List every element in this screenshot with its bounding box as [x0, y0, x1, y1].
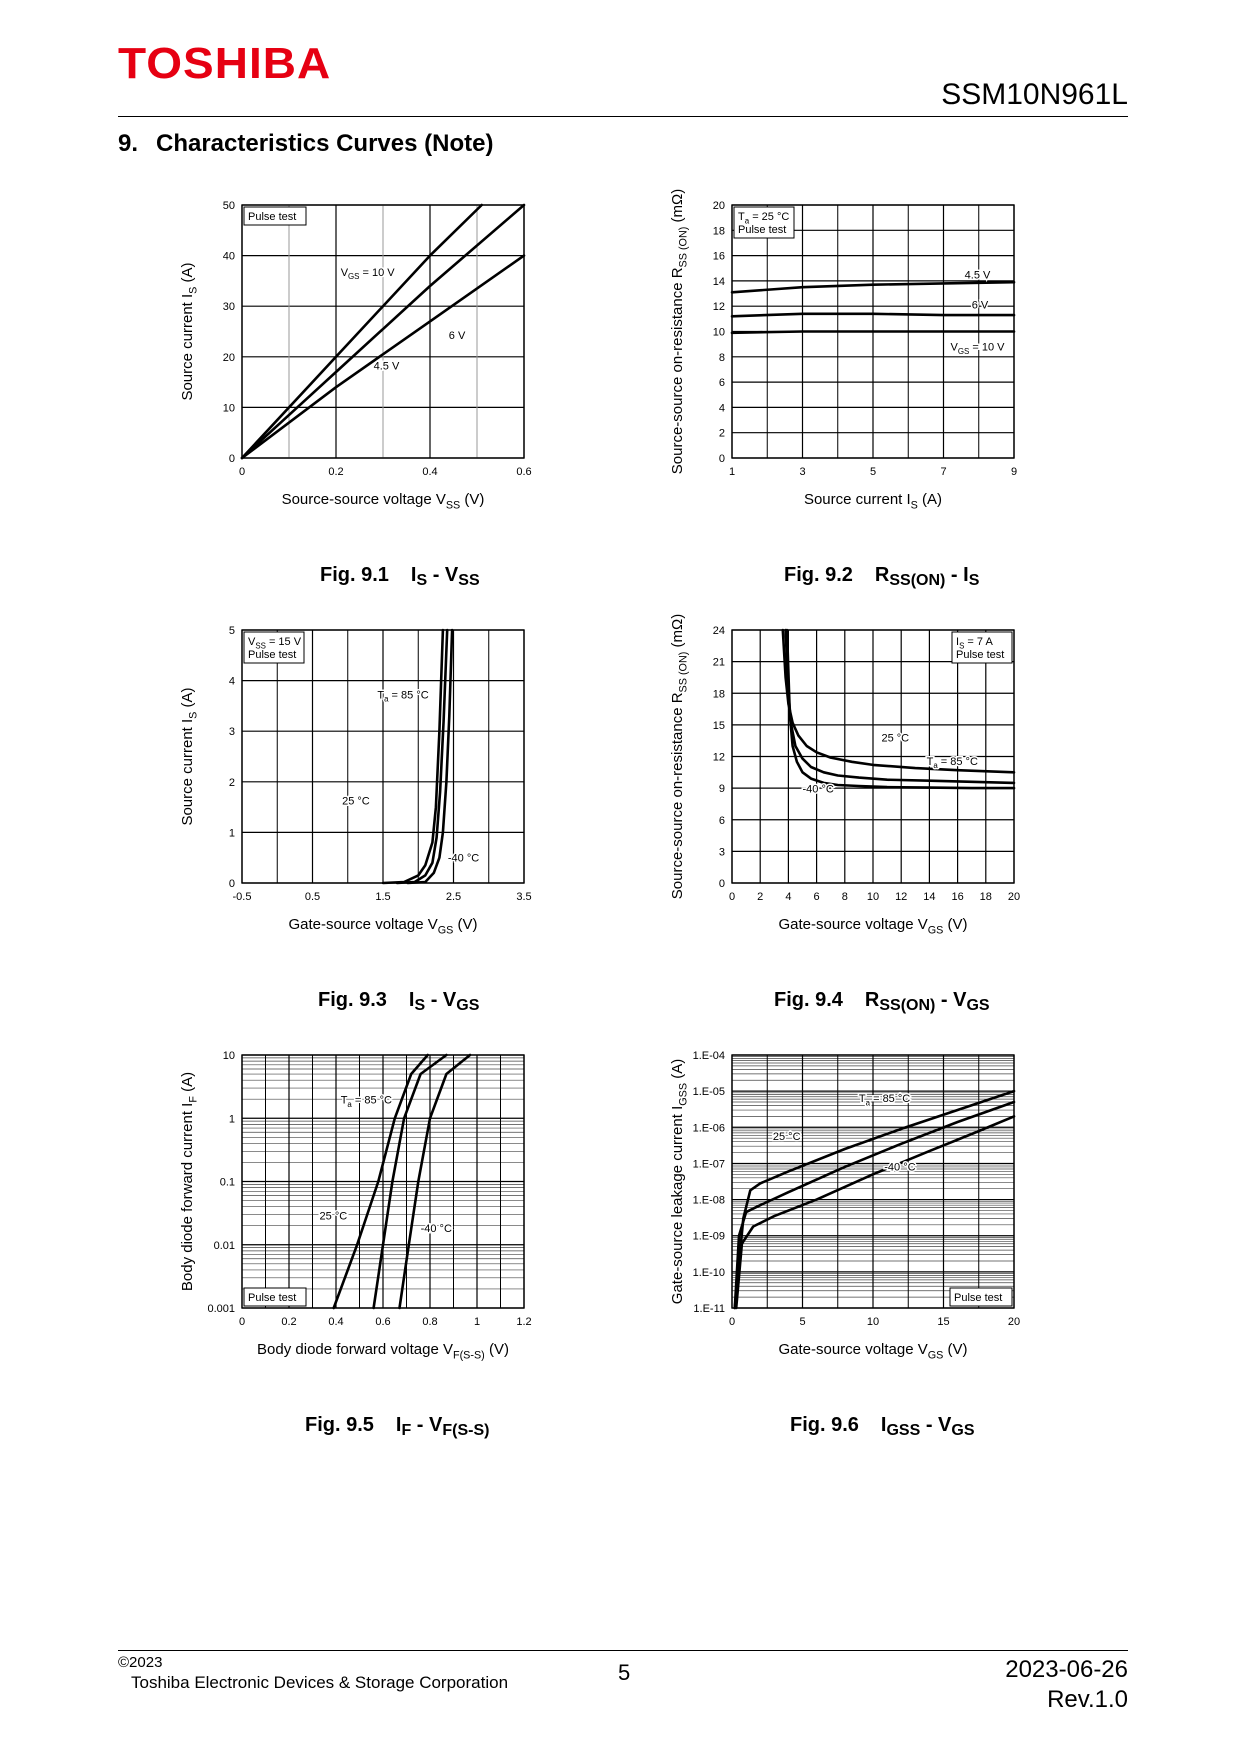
y-tick-label: 0.01 — [213, 1239, 235, 1252]
y-tick-label: 21 — [712, 656, 725, 669]
x-tick-label: 2.5 — [445, 891, 462, 903]
legend-text: Pulse test — [248, 649, 297, 661]
caption-fig-number: Fig. 9.2 — [784, 564, 853, 586]
y-axis-title: Source current $I_S$ (A) — [179, 687, 200, 826]
annotation-label: $V_{GS} = 10$ V — [340, 266, 395, 282]
y-tick-label: 10 — [222, 1050, 235, 1062]
footer-revision: Rev.1.0 — [1047, 1686, 1128, 1713]
caption-symbol: I — [410, 564, 417, 586]
y-tick-label: 9 — [718, 783, 725, 796]
x-tick-label: 15 — [937, 1316, 950, 1328]
y-axis-title: Source-source on-resistance $R_{SS (ON)}$ (mΩ) — [669, 613, 690, 900]
caption-subscript: GS — [456, 997, 480, 1014]
x-tick-label: 18 — [979, 891, 992, 903]
caption-symbol: I — [408, 989, 415, 1011]
annotation-label: 25 °C — [319, 1210, 348, 1223]
x-tick-label: -0.5 — [232, 891, 252, 903]
y-tick-label: 6 — [718, 814, 725, 827]
legend-text: $I_S = 7$ A — [956, 636, 993, 651]
series-line — [736, 1116, 1014, 1308]
caption-symbol: V — [444, 564, 459, 586]
y-axis-title: Source-source on-resistance $R_{SS (ON)}$ (mΩ) — [669, 188, 690, 475]
y-tick-label: 1.E-06 — [692, 1122, 725, 1135]
grid — [242, 1055, 524, 1308]
footer-copyright: ©2023 — [118, 1654, 163, 1671]
x-tick-label: 12 — [895, 891, 908, 903]
caption-symbol: I — [880, 1414, 887, 1436]
x-tick-label: 0.5 — [304, 891, 321, 903]
caption-9-2 — [784, 564, 979, 590]
caption-fig-number: Fig. 9.5 — [305, 1414, 374, 1436]
legend-text: Pulse test — [248, 1292, 297, 1304]
figure-9-1 — [162, 185, 612, 570]
x-axis-title: Gate-source voltage $V_{GS}$ (V) — [778, 916, 968, 937]
annotation-label: 6 V — [448, 330, 466, 343]
y-tick-label: 0.001 — [207, 1303, 235, 1315]
x-tick-label: 0.8 — [422, 1316, 438, 1328]
caption-separator: - — [411, 1414, 430, 1436]
section-title-text: Characteristics Curves (Note) — [156, 130, 494, 157]
caption-9-5 — [305, 1414, 489, 1440]
x-tick-label: 8 — [841, 891, 848, 903]
x-tick-label: 1 — [473, 1316, 481, 1328]
x-tick-label: 3 — [799, 466, 806, 478]
annotation-label: $T_a = 85$ °C — [858, 1093, 911, 1108]
annotation-label: -40 °C — [447, 852, 480, 865]
x-tick-label: 5 — [869, 466, 877, 478]
y-tick-label: 30 — [222, 301, 235, 314]
y-tick-label: 10 — [222, 402, 235, 415]
y-tick-label: 6 — [718, 377, 725, 390]
x-tick-label: 1.5 — [375, 891, 391, 903]
x-tick-label: 0.6 — [516, 466, 532, 478]
annotation-label: -40 °C — [802, 783, 834, 796]
y-tick-label: 0 — [718, 453, 725, 465]
y-tick-label: 1 — [228, 827, 235, 840]
figure-9-3 — [162, 610, 612, 995]
chart-is-vgs — [162, 610, 612, 990]
annotation-label: $T_a = 85$ °C — [926, 755, 978, 771]
page-number: 5 — [618, 1660, 631, 1685]
annotation-label: 4.5 V — [964, 269, 991, 282]
y-tick-label: 3 — [228, 726, 235, 739]
y-tick-label: 4 — [228, 675, 235, 688]
x-tick-label: 0 — [728, 1316, 736, 1328]
caption-separator: - — [920, 1414, 939, 1436]
y-tick-label: 1.E-08 — [692, 1194, 725, 1207]
footer-date: 2023-06-26 — [1005, 1656, 1128, 1683]
x-tick-label: 14 — [923, 891, 936, 903]
x-tick-label: 3.5 — [516, 891, 532, 903]
annotation-label: $T_a = 85$ °C — [377, 689, 429, 704]
annotation-label: 25 °C — [772, 1130, 801, 1143]
y-tick-label: 1.E-05 — [692, 1086, 725, 1099]
legend-text: Pulse test — [956, 649, 1005, 661]
y-tick-label: 18 — [712, 688, 725, 701]
y-tick-label: 4 — [718, 402, 725, 415]
x-tick-label: 16 — [951, 891, 964, 903]
caption-subscript: GSS — [886, 1422, 921, 1439]
x-axis-title: Body diode forward voltage $V_{F(S-S)}$ (V) — [257, 1341, 509, 1362]
x-tick-label: 1.2 — [516, 1316, 532, 1328]
part-number: SSM10N961L — [941, 78, 1128, 111]
annotation-label: -40 °C — [884, 1161, 916, 1174]
figure-9-5 — [162, 1035, 612, 1420]
caption-9-4 — [774, 989, 990, 1015]
chart-rsson-is — [652, 185, 1102, 565]
y-tick-label: 1.E-10 — [692, 1266, 725, 1279]
annotation-label: 6 V — [971, 299, 989, 312]
series-group — [383, 630, 452, 883]
y-tick-label: 20 — [222, 351, 235, 364]
x-tick-label: 10 — [866, 891, 880, 903]
y-tick-label: 24 — [712, 625, 725, 637]
caption-separator: - — [425, 989, 443, 1011]
x-tick-label: 20 — [1007, 891, 1021, 903]
y-tick-label: 12 — [712, 301, 725, 314]
x-axis-title: Source-source voltage $V_{SS}$ (V) — [281, 491, 485, 512]
x-tick-label: 1 — [728, 466, 736, 478]
y-tick-label: 15 — [712, 719, 725, 732]
chart-rsson-vgs — [652, 610, 1102, 990]
caption-separator: - — [935, 989, 954, 1011]
legend-text: $V_{SS} = 15$ V — [248, 636, 302, 651]
caption-separator: - — [427, 564, 445, 586]
x-tick-label: 10 — [866, 1316, 880, 1328]
caption-fig-number: Fig. 9.6 — [790, 1414, 859, 1436]
y-tick-label: 40 — [222, 250, 235, 263]
y-tick-label: 8 — [718, 351, 725, 364]
caption-symbol: I — [963, 564, 969, 586]
caption-fig-number: Fig. 9.1 — [320, 564, 389, 586]
x-tick-label: 7 — [940, 466, 947, 478]
annotation-label: 25 °C — [881, 732, 910, 745]
legend-text: Pulse test — [248, 211, 297, 223]
y-tick-label: 0 — [228, 453, 235, 465]
caption-9-1 — [320, 564, 480, 590]
header-rule — [118, 116, 1128, 117]
x-tick-label: 0.6 — [375, 1316, 391, 1328]
caption-symbol: V — [429, 1414, 443, 1436]
y-tick-label: 20 — [712, 200, 725, 212]
x-axis-title: Gate-source voltage $V_{GS}$ (V) — [288, 916, 478, 937]
caption-subscript: SS(ON) — [889, 572, 946, 589]
caption-subscript: GS — [951, 1422, 975, 1439]
y-tick-label: 14 — [712, 275, 725, 288]
caption-subscript: F — [401, 1422, 412, 1439]
y-tick-label: 1.E-07 — [692, 1158, 725, 1171]
x-tick-label: 9 — [1010, 466, 1018, 478]
x-tick-label: 6 — [813, 891, 820, 903]
y-tick-label: 50 — [222, 200, 235, 212]
y-tick-label: 16 — [712, 250, 725, 263]
grid — [242, 630, 524, 883]
caption-symbol: V — [938, 1414, 952, 1436]
annotation-label: $T_a = 85$ °C — [340, 1094, 393, 1109]
chart-if-vf — [162, 1035, 612, 1415]
y-axis-title: Source current $I_S$ (A) — [179, 262, 200, 401]
caption-subscript: S — [414, 997, 426, 1014]
annotation-label: -40 °C — [420, 1222, 452, 1235]
caption-9-3 — [318, 989, 479, 1015]
caption-symbol: V — [442, 989, 457, 1011]
caption-subscript: S — [416, 572, 428, 589]
caption-symbol: I — [395, 1414, 402, 1436]
toshiba-logo: TOSHIBA — [118, 38, 332, 88]
caption-symbol: R — [874, 564, 890, 586]
y-tick-label: 10 — [712, 326, 725, 339]
y-tick-label: 0 — [718, 878, 725, 890]
caption-fig-number: Fig. 9.4 — [774, 989, 843, 1011]
x-tick-label: 0.2 — [328, 466, 344, 478]
series-line — [732, 332, 1014, 333]
x-axis-title: Source current $I_S$ (A) — [803, 491, 943, 512]
caption-subscript: SS(ON) — [879, 997, 936, 1014]
caption-subscript: SS — [458, 572, 480, 589]
y-tick-label: 5 — [228, 625, 235, 637]
annotation-label: 4.5 V — [373, 360, 400, 373]
x-tick-label: 4 — [785, 891, 792, 903]
figure-9-4 — [652, 610, 1102, 995]
y-tick-label: 18 — [712, 225, 725, 238]
x-tick-label: 0 — [728, 891, 736, 903]
caption-symbol: R — [864, 989, 880, 1011]
caption-symbol: V — [953, 989, 967, 1011]
caption-subscript: F(S-S) — [442, 1422, 490, 1439]
x-tick-label: 0.4 — [422, 466, 438, 478]
y-tick-label: 3 — [718, 846, 725, 859]
annotation-label: 25 °C — [342, 795, 370, 808]
y-tick-label: 0 — [228, 878, 235, 890]
series-line — [383, 630, 443, 883]
y-tick-label: 1.E-11 — [693, 1303, 725, 1315]
series-line — [242, 205, 482, 458]
y-tick-label: 1.E-04 — [692, 1050, 725, 1062]
series-line — [397, 630, 447, 883]
x-tick-label: 2 — [757, 891, 764, 903]
section-title — [118, 130, 493, 158]
y-tick-label: 2 — [228, 776, 235, 789]
caption-9-6 — [790, 1414, 975, 1440]
footer-company: Toshiba Electronic Devices & Storage Corporation — [131, 1673, 509, 1692]
chart-is-vss — [162, 185, 612, 565]
y-tick-label: 1 — [228, 1113, 235, 1126]
x-tick-label: 20 — [1007, 1316, 1021, 1328]
caption-subscript: GS — [966, 997, 990, 1014]
section-number: 9. — [118, 130, 139, 157]
x-tick-label: 0.2 — [281, 1316, 297, 1328]
figure-9-2 — [652, 185, 1102, 570]
caption-fig-number: Fig. 9.3 — [318, 989, 387, 1011]
legend-text: Pulse test — [738, 224, 787, 236]
y-tick-label: 0.1 — [219, 1176, 235, 1189]
y-tick-label: 12 — [712, 751, 725, 764]
caption-subscript: S — [968, 572, 980, 589]
x-tick-label: 0 — [238, 1316, 246, 1328]
x-tick-label: 5 — [799, 1316, 806, 1328]
legend-text: $T_a = 25$ °C — [738, 211, 790, 226]
y-tick-label: 1.E-09 — [692, 1230, 725, 1243]
footer-rule — [118, 1650, 1128, 1651]
figure-9-6 — [652, 1035, 1102, 1420]
x-axis-title: Gate-source voltage $V_{GS}$ (V) — [778, 1341, 968, 1362]
y-axis-title: Body diode forward current $I_F$ (A) — [179, 1071, 200, 1292]
x-tick-label: 0 — [238, 466, 246, 478]
x-tick-label: 0.4 — [328, 1316, 344, 1328]
y-axis-title: Gate-source leakage current $I_{GSS}$ (A) — [669, 1058, 690, 1305]
legend-text: Pulse test — [954, 1292, 1003, 1304]
y-tick-label: 2 — [718, 427, 725, 440]
chart-igss-vgs — [652, 1035, 1102, 1415]
caption-separator: - — [945, 564, 964, 586]
annotation-label: $V_{GS} = 10$ V — [950, 341, 1005, 356]
